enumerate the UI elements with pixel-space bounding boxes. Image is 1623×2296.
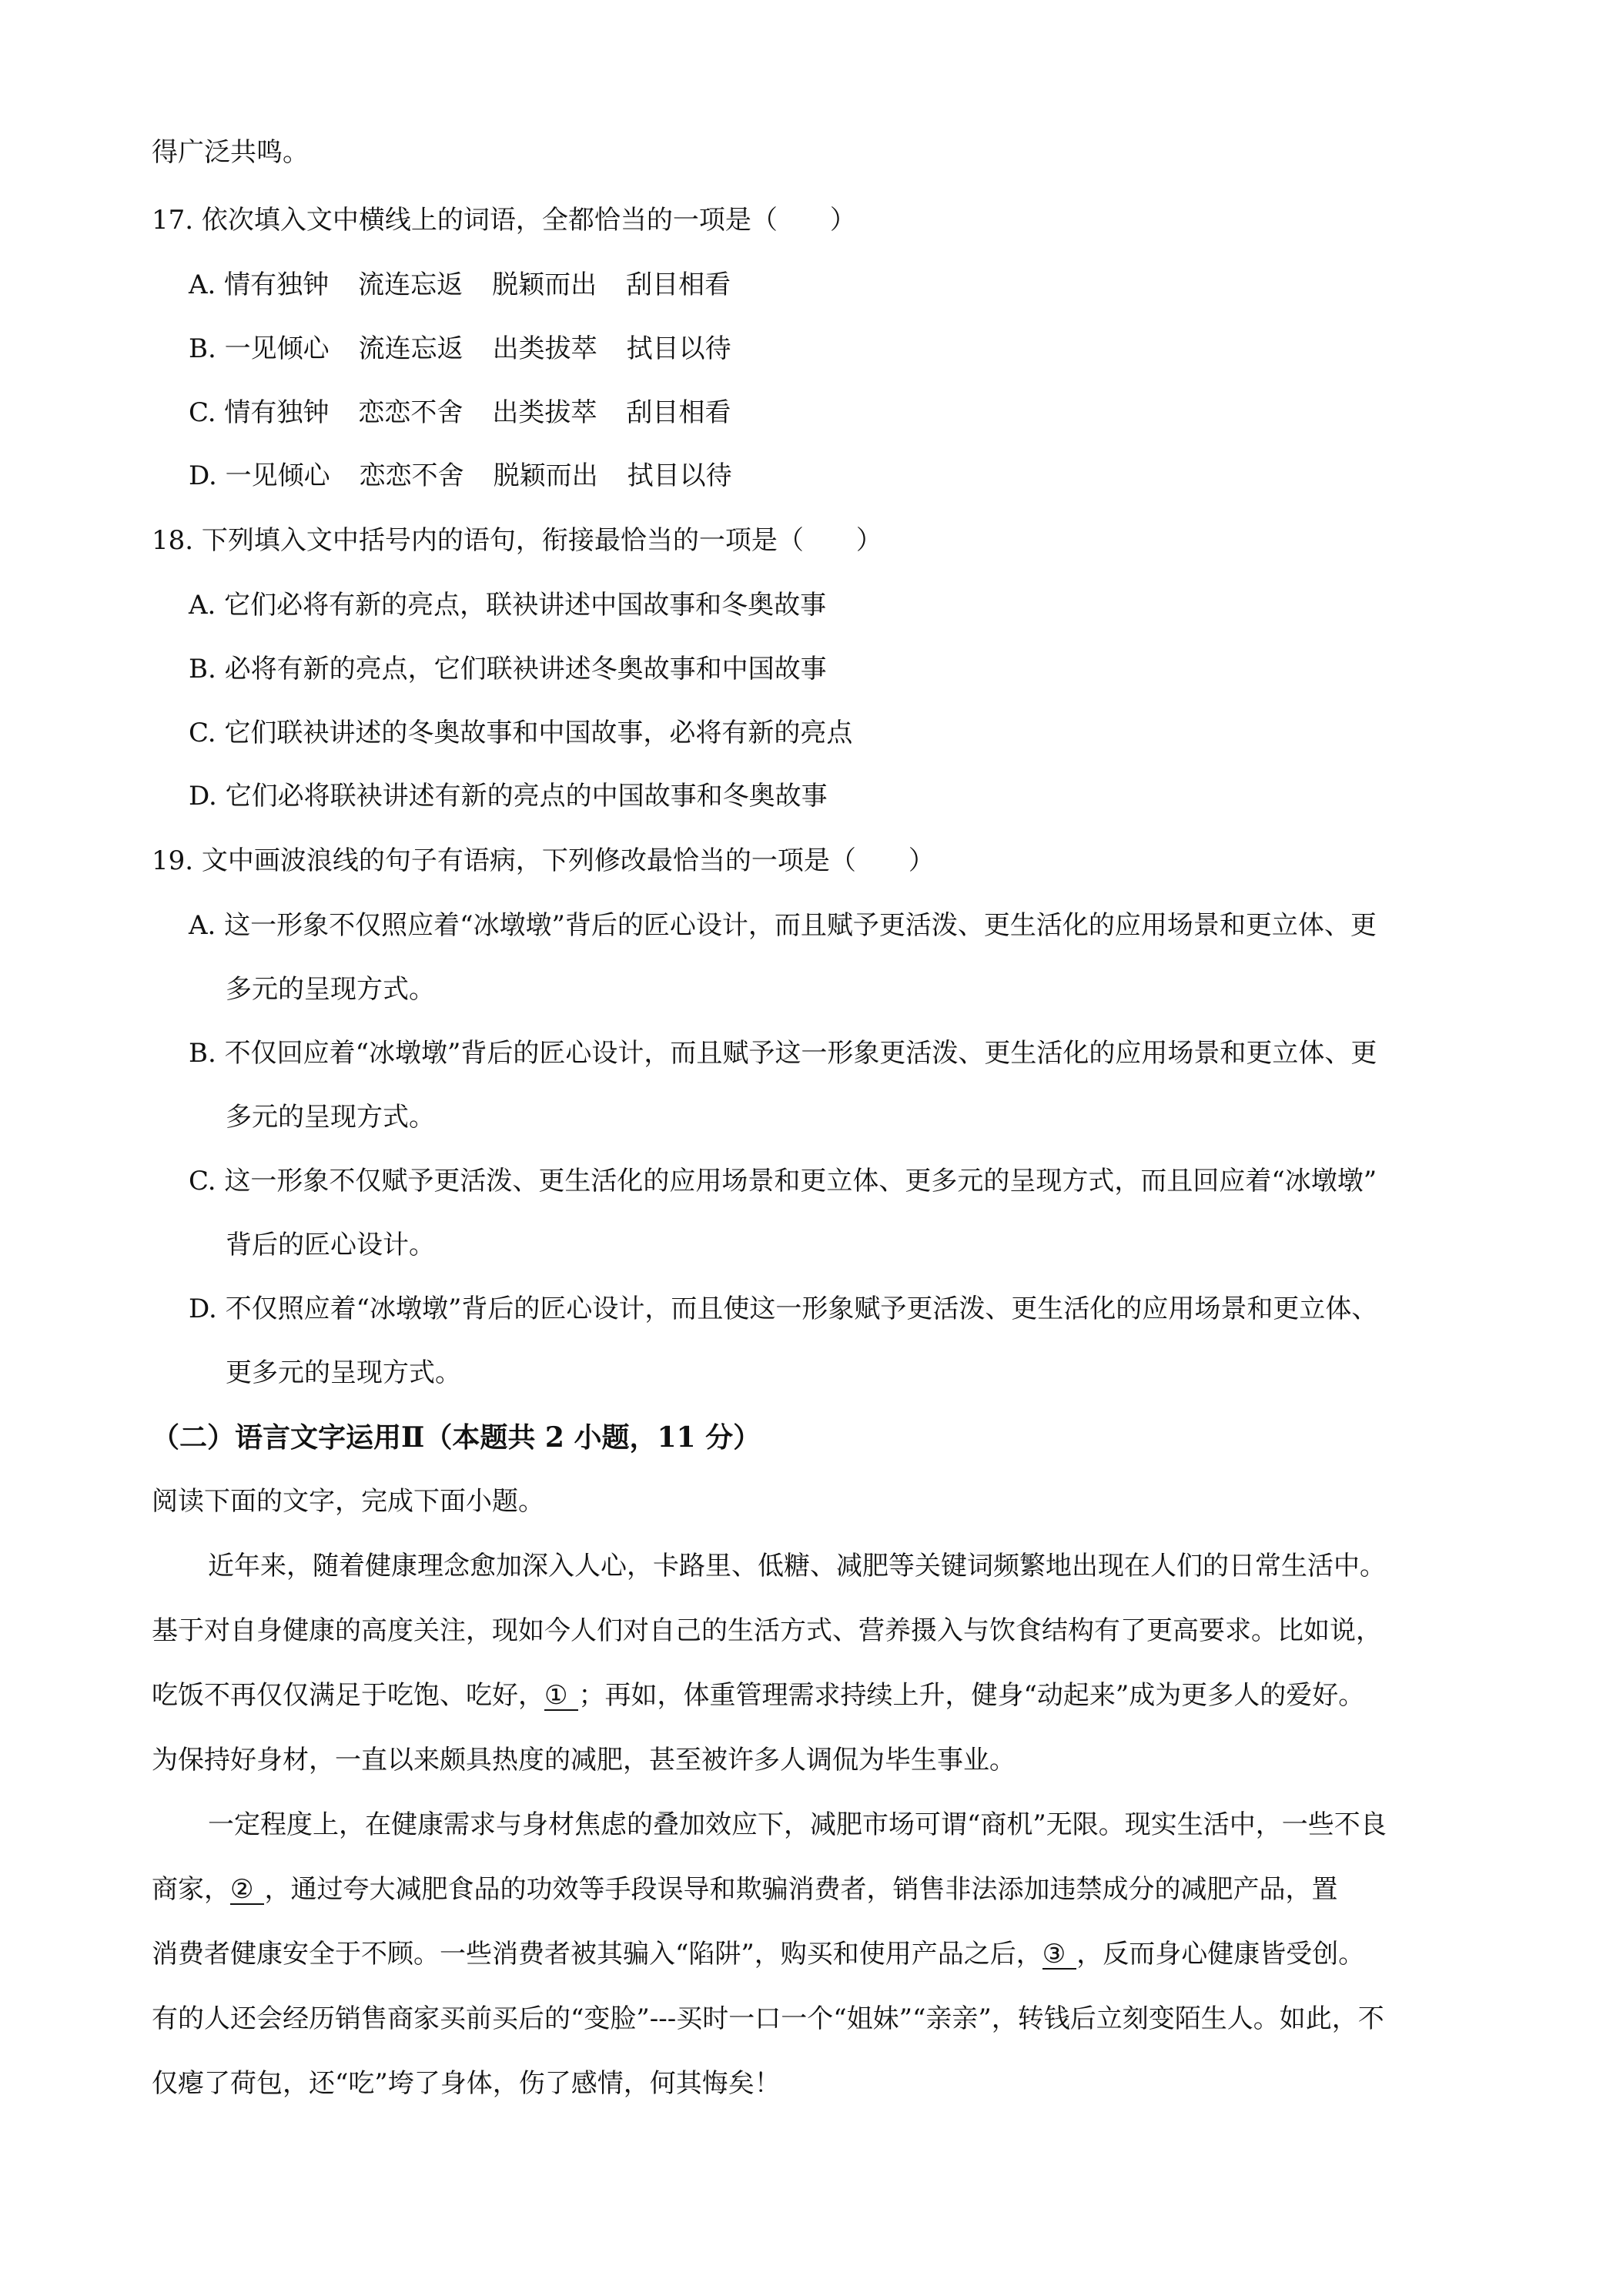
q19-option-c-line1: C. 这一形象不仅赋予更活泼、更生活化的应用场景和更立体、更多元的呈现方式，而且回应着“冰墩墩” xyxy=(189,1166,1377,1197)
q17-option-b xyxy=(189,333,761,364)
passage-line: 有的人还会经历销售商家买前买后的“变脸”---买时一口一个“姐妹”“亲亲”，转钱后立刻变陌生人。如此，不 xyxy=(152,2003,1384,2034)
option-word: 恋恋不舍 xyxy=(358,397,463,428)
option-label: D. xyxy=(189,460,226,491)
option-word: 脱颖而出 xyxy=(492,269,597,300)
fill-blank-3: ③ xyxy=(1042,1940,1076,1970)
option-word: 恋恋不舍 xyxy=(359,460,464,491)
passage-line: 近年来，随着健康理念愈加深入人心，卡路里、低糖、减肥等关键词频繁地出现在人们的日常生活中。 xyxy=(208,1551,1386,1581)
option-word: 情有独钟 xyxy=(224,269,330,300)
fill-blank-1: ① xyxy=(544,1682,578,1711)
option-word: 拭目以待 xyxy=(627,460,732,491)
option-word: 一见倾心 xyxy=(224,333,330,364)
option-label: C. xyxy=(189,397,225,428)
passage-text: ，通过夸大减肥食品的功效等手段误导和欺骗消费者，销售非法添加违禁成分的减肥产品，置 xyxy=(264,1874,1338,1905)
q17-option-c xyxy=(189,397,760,428)
q18-option-c: C. 它们联袂讲述的冬奥故事和中国故事，必将有新的亮点 xyxy=(189,718,853,748)
q19-option-d-line1: D. 不仅照应着“冰墩墩”背后的匠心设计，而且使这一形象赋予更活泼、更生活化的应用场景和更立体、 xyxy=(189,1294,1378,1324)
q17-stem: 17. 依次填入文中横线上的词语，全都恰当的一项是（ ） xyxy=(152,205,856,236)
q19-option-a-line2: 多元的呈现方式。 xyxy=(226,974,435,1005)
option-word: 脱颖而出 xyxy=(493,460,598,491)
q19-option-a-line1: A. 这一形象不仅照应着“冰墩墩”背后的匠心设计，而且赋予更活泼、更生活化的应用场景和更立体、更 xyxy=(189,910,1377,941)
q18-option-d: D. 它们必将联袂讲述有新的亮点的中国故事和冬奥故事 xyxy=(189,781,828,812)
passage-text: ；再如，体重管理需求持续上升，健身“动起来”成为更多人的爱好。 xyxy=(578,1680,1365,1711)
passage-text: ，反而身心健康皆受创。 xyxy=(1076,1939,1365,1970)
option-label: A. xyxy=(189,269,225,300)
passage-line: 一定程度上，在健康需求与身材焦虑的叠加效应下，减肥市场可谓“商机”无限。现实生活中，一些不良 xyxy=(208,1809,1387,1840)
fill-blank-2: ② xyxy=(230,1876,264,1905)
section-heading: （二）语言文字运用Ⅱ（本题共 2 小题，11 分） xyxy=(152,1421,761,1454)
passage-text: 商家， xyxy=(152,1874,230,1905)
option-word: 一见倾心 xyxy=(225,460,330,491)
option-word: 出类拔萃 xyxy=(492,333,597,364)
option-word: 刮目相看 xyxy=(626,397,731,428)
option-word: 出类拔萃 xyxy=(492,397,597,428)
q18-option-a: A. 它们必将有新的亮点，联袂讲述中国故事和冬奥故事 xyxy=(189,590,827,621)
option-word: 刮目相看 xyxy=(626,269,731,300)
passage-text: 消费者健康安全于不顾。一些消费者被其骗入“陷阱”，购买和使用产品之后， xyxy=(152,1939,1042,1970)
passage-text: 吃饭不再仅仅满足于吃饱、吃好， xyxy=(152,1680,544,1711)
q17-option-a xyxy=(189,269,760,300)
q19-option-d-line2: 更多元的呈现方式。 xyxy=(226,1357,461,1388)
passage-line xyxy=(152,1680,1364,1711)
option-word: 流连忘返 xyxy=(358,269,463,300)
q19-option-b-line1: B. 不仅回应着“冰墩墩”背后的匠心设计，而且赋予这一形象更活泼、更生活化的应用场景和更立体、更 xyxy=(189,1038,1377,1069)
passage-line: 基于对自身健康的高度关注，现如今人们对自己的生活方式、营养摄入与饮食结构有了更高要求。比如说， xyxy=(152,1615,1382,1646)
q19-option-b-line2: 多元的呈现方式。 xyxy=(226,1102,435,1133)
option-label: B. xyxy=(189,333,225,364)
passage-line xyxy=(152,1874,1337,1905)
option-word: 情有独钟 xyxy=(224,397,330,428)
passage-line xyxy=(152,1939,1364,1970)
q17-option-d xyxy=(189,460,761,491)
q18-stem: 18. 下列填入文中括号内的语句，衔接最恰当的一项是（ ） xyxy=(152,525,882,556)
passage-line: 仅瘪了荷包，还“吃”垮了身体，伤了感情，何其悔矣！ xyxy=(152,2068,781,2099)
option-word: 拭目以待 xyxy=(626,333,731,364)
passage-line: 为保持好身材，一直以来颇具热度的减肥，甚至被许多人调侃为毕生事业。 xyxy=(152,1745,1016,1776)
intro-fragment: 得广泛共鸣。 xyxy=(152,137,309,168)
q18-option-b: B. 必将有新的亮点，它们联袂讲述冬奥故事和中国故事 xyxy=(189,654,827,684)
q19-stem: 19. 文中画波浪线的句子有语病，下列修改最恰当的一项是（ ） xyxy=(152,845,935,876)
q19-option-c-line2: 背后的匠心设计。 xyxy=(226,1230,435,1260)
option-word: 流连忘返 xyxy=(358,333,463,364)
section-instruction: 阅读下面的文字，完成下面小题。 xyxy=(152,1486,544,1517)
